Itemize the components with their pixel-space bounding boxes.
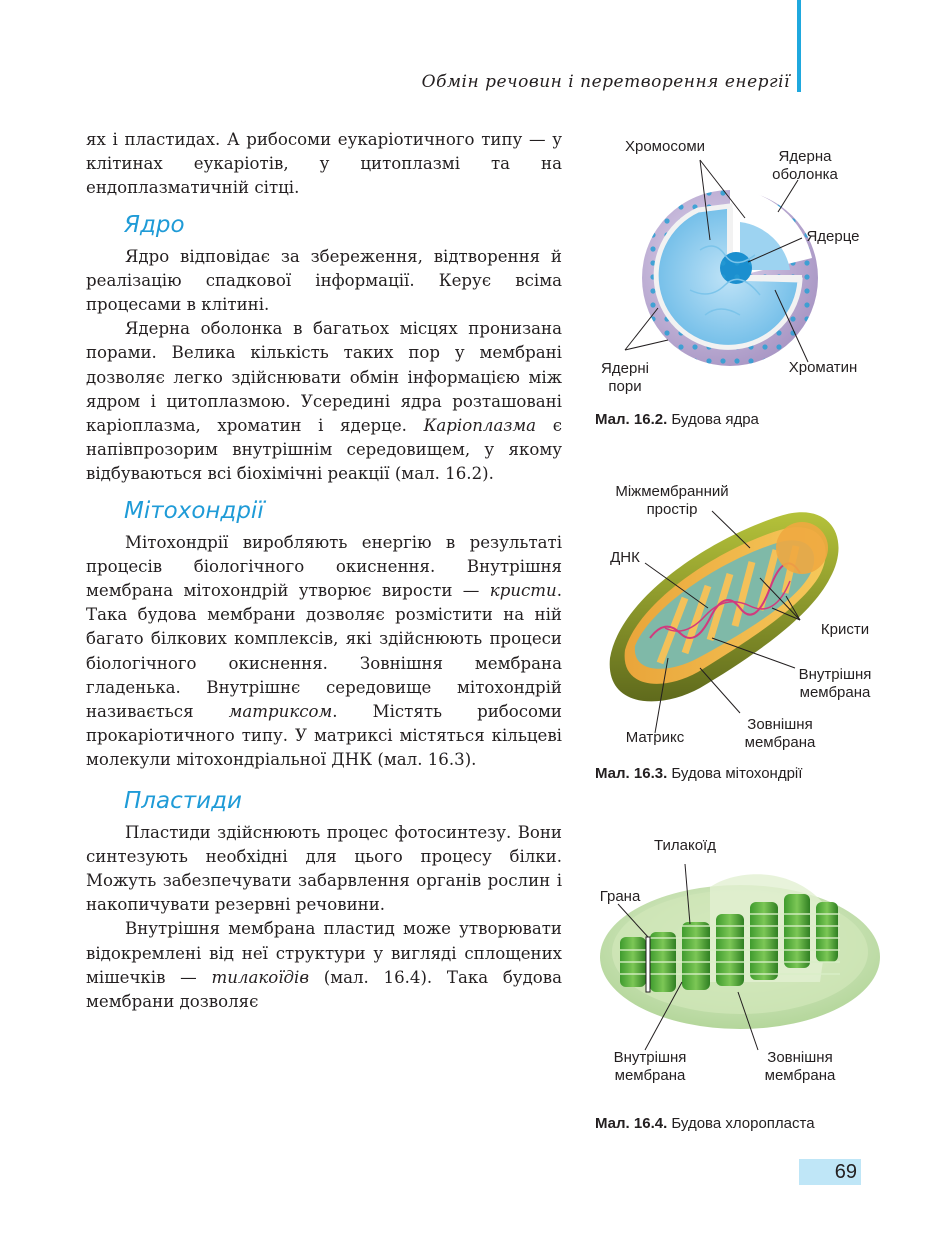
- text-run: Мітохондрії виробляють енергію в результаті процесів біологічного окиснення. Внутрішня мембрана мітохондрій утворює вирости —: [86, 532, 562, 601]
- page-number: [799, 1159, 861, 1185]
- text-run: . Така будова мембрани дозволяє розмістити на ній багато білкових комплексів, які здійснюють процеси біологічного окиснення. Зовнішня мембрана гладенька. Внутрішнє середовище мітохондрій називається: [86, 581, 562, 722]
- main-text-column: [86, 128, 562, 1014]
- paragraph: [86, 531, 562, 773]
- label-thylakoid: Тилакоїд: [654, 837, 716, 854]
- running-header: Обмін речовин і перетворення енергії: [421, 72, 790, 92]
- paragraph: [86, 317, 562, 486]
- label-intermembrane-space: Міжмембранний простір: [615, 483, 729, 518]
- caption-number: Мал. 16.3.: [595, 765, 668, 782]
- label-chromatin: Хроматин: [788, 359, 858, 376]
- caption-fig-16-2: [595, 411, 759, 428]
- figure-nucleus: [590, 130, 890, 440]
- label-inner-membrane: Внутрішня мембрана: [798, 666, 872, 701]
- label-outer-membrane: Зовнішня мембрана: [764, 1049, 836, 1084]
- label-dna: ДНК: [610, 549, 640, 566]
- label-outer-membrane: Зовнішня мембрана: [744, 716, 816, 751]
- caption-number: Мал. 16.4.: [595, 1115, 668, 1132]
- section-heading-nucleus: Ядро: [124, 211, 185, 238]
- text-run: є напівпрозорим внутрішнім середовищем, у якому відбуваються всі біохімічні реакції (мал. 16.2).: [86, 416, 562, 484]
- term-thylakoids: тилакоїдів: [211, 967, 310, 987]
- term-matrix: матриксом: [228, 702, 333, 722]
- figure-chloroplast: [590, 832, 890, 1097]
- label-grana: Грана: [599, 888, 641, 905]
- caption-number: Мал. 16.2.: [595, 411, 668, 428]
- term-karyoplasm: Каріоплазма: [423, 416, 537, 436]
- text-run: Ядерна оболонка в багатьох місцях пронизана порами. Велика кількість таких пор у мембрані дозволяє легко здійснювати обмін інформацією між ядром і цитоплазмою. Усередині ядра розташовані каріоплазма, хроматин і ядерце.: [86, 319, 562, 436]
- section-heading-mitochondria: Мітохондрії: [124, 497, 264, 524]
- page-number-text: 69: [834, 1161, 857, 1183]
- text-run: (мал. 16.4). Така будова мембрани дозволяє: [86, 967, 563, 1012]
- caption-text: Будова мітохондрії: [671, 765, 803, 782]
- caption-fig-16-4: [595, 1115, 815, 1132]
- paragraph: Ядро відповідає за збереження, відтворення й реалізацію спадкової інформації. Керує всіма процесами в клітині.: [86, 246, 562, 315]
- label-inner-membrane: Внутрішня мембрана: [613, 1049, 687, 1084]
- paragraph: Пластиди здійснюють процес фотосинтезу. Вони синтезують необхідні для цього процесу білки. Можуть забезпечувати забарвлення органів рослин і накопичувати резервні речовини.: [86, 822, 562, 915]
- label-nuclear-envelope: Ядерна оболонка: [772, 148, 838, 183]
- label-matrix: Матрикс: [625, 729, 685, 746]
- label-nuclear-pores: Ядерні пори: [601, 360, 649, 395]
- label-nucleolus: Ядерце: [806, 228, 860, 245]
- caption-text: Будова ядра: [671, 411, 759, 428]
- figure-mitochondrion: [590, 478, 890, 758]
- text-run: Внутрішня мембрана пластид може утворювати відокремлені від неї структури у вигляді сплощених мішечків —: [86, 919, 562, 987]
- label-chromosomes: Хромосоми: [624, 138, 706, 155]
- paragraph: [86, 917, 562, 1014]
- label-cristae: Кристи: [820, 621, 870, 638]
- caption-fig-16-3: [595, 765, 802, 782]
- header-accent-bar: [797, 0, 801, 92]
- text-run: . Містять рибосоми прокаріотичного типу. У матриксі містяться кільцеві молекули мітохондріальної ДНК (мал. 16.3).: [86, 702, 562, 770]
- caption-text: Будова хлоропласта: [671, 1115, 815, 1132]
- paragraph: ях і пластидах. А рибосоми еукаріотичного типу — у клітинах еукаріотів, у цитоплазмі та на ендоплазматичній сітці.: [86, 130, 562, 198]
- term-cristae: кристи: [489, 581, 557, 601]
- section-heading-plastids: Пластиди: [124, 787, 242, 814]
